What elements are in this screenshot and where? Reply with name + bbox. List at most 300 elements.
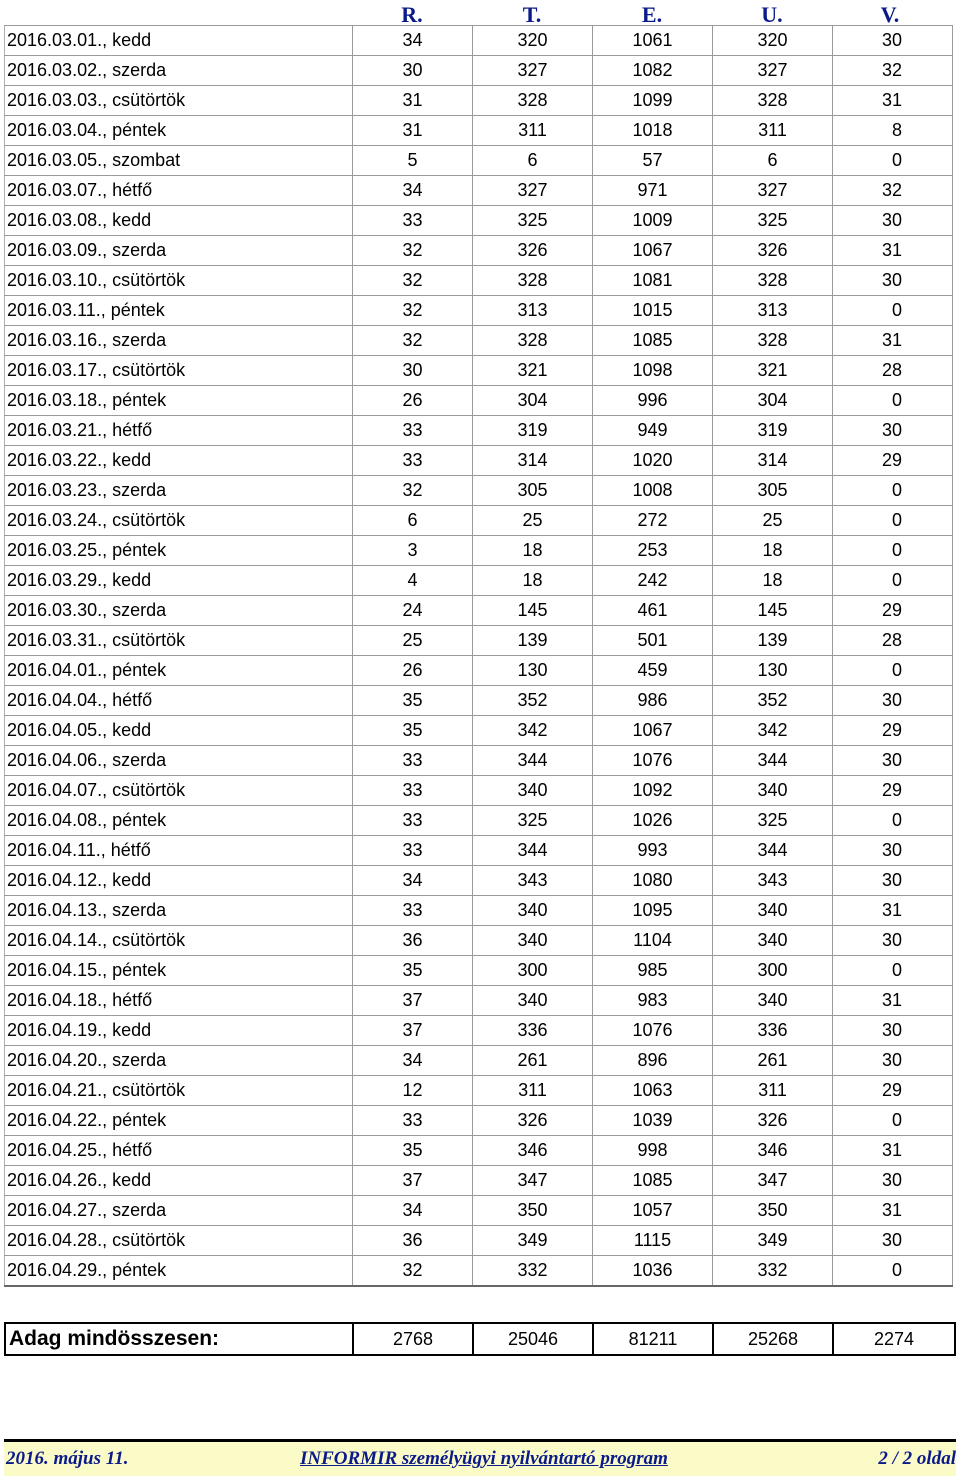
row-value-r: 33 [353,776,473,806]
row-value-r: 34 [353,26,473,56]
row-value-v: 29 [833,716,953,746]
row-value-r: 34 [353,866,473,896]
row-value-t: 261 [473,1046,593,1076]
row-date: 2016.04.27., szerda [5,1196,353,1226]
row-value-t: 25 [473,506,593,536]
row-value-r: 35 [353,1136,473,1166]
row-value-e: 1082 [593,56,713,86]
row-value-v: 0 [833,656,953,686]
row-date: 2016.03.09., szerda [5,236,353,266]
daily-data-table [4,25,953,1287]
total-e: 81211 [593,1323,713,1355]
row-value-t: 313 [473,296,593,326]
row-value-e: 1095 [593,896,713,926]
row-value-e: 985 [593,956,713,986]
table-row [5,896,953,926]
row-value-u: 350 [713,1196,833,1226]
row-value-e: 1063 [593,1076,713,1106]
row-date: 2016.03.17., csütörtök [5,356,353,386]
row-date: 2016.03.18., péntek [5,386,353,416]
row-value-r: 32 [353,326,473,356]
row-date: 2016.03.07., hétfő [5,176,353,206]
column-header-v: V. [880,2,900,27]
table-row [5,1076,953,1106]
row-value-t: 319 [473,416,593,446]
row-date: 2016.04.13., szerda [5,896,353,926]
row-value-u: 130 [713,656,833,686]
table-row [5,86,953,116]
row-value-t: 347 [473,1166,593,1196]
row-value-r: 35 [353,716,473,746]
row-value-e: 1057 [593,1196,713,1226]
row-value-t: 311 [473,116,593,146]
row-value-v: 29 [833,596,953,626]
table-row [5,386,953,416]
row-date: 2016.03.08., kedd [5,206,353,236]
table-row [5,26,953,56]
row-value-e: 1067 [593,716,713,746]
row-value-r: 6 [353,506,473,536]
row-value-r: 35 [353,956,473,986]
row-value-v: 0 [833,476,953,506]
row-value-t: 304 [473,386,593,416]
table-row [5,1106,953,1136]
table-row [5,206,953,236]
row-date: 2016.03.05., szombat [5,146,353,176]
column-header-bar [0,0,960,26]
row-date: 2016.03.30., szerda [5,596,353,626]
row-value-r: 33 [353,746,473,776]
row-value-r: 32 [353,236,473,266]
table-row [5,296,953,326]
table-row [5,536,953,566]
table-body [5,26,953,1287]
row-value-t: 130 [473,656,593,686]
row-value-v: 31 [833,326,953,356]
row-value-u: 340 [713,926,833,956]
row-date: 2016.03.11., péntek [5,296,353,326]
row-value-e: 1009 [593,206,713,236]
row-value-e: 1092 [593,776,713,806]
row-value-u: 311 [713,1076,833,1106]
row-value-u: 340 [713,776,833,806]
row-value-u: 340 [713,986,833,1016]
table-row [5,566,953,596]
row-value-e: 971 [593,176,713,206]
total-row [5,1323,955,1355]
row-value-e: 996 [593,386,713,416]
table-row [5,806,953,836]
row-value-e: 1076 [593,746,713,776]
row-value-t: 340 [473,896,593,926]
row-date: 2016.04.12., kedd [5,866,353,896]
row-value-e: 57 [593,146,713,176]
row-value-r: 33 [353,806,473,836]
table-row [5,446,953,476]
row-value-t: 346 [473,1136,593,1166]
row-value-t: 321 [473,356,593,386]
row-value-u: 320 [713,26,833,56]
table-row [5,326,953,356]
total-v: 2274 [833,1323,955,1355]
row-value-v: 30 [833,866,953,896]
row-value-t: 327 [473,176,593,206]
table-row [5,146,953,176]
row-date: 2016.03.04., péntek [5,116,353,146]
row-value-u: 347 [713,1166,833,1196]
row-value-e: 983 [593,986,713,1016]
row-value-r: 37 [353,1166,473,1196]
row-value-r: 31 [353,86,473,116]
row-value-e: 1036 [593,1256,713,1287]
row-value-t: 145 [473,596,593,626]
row-date: 2016.04.29., péntek [5,1256,353,1287]
row-value-u: 327 [713,56,833,86]
row-value-e: 1098 [593,356,713,386]
row-value-r: 26 [353,386,473,416]
table-row [5,176,953,206]
row-value-t: 343 [473,866,593,896]
row-value-t: 328 [473,86,593,116]
table-row [5,416,953,446]
row-date: 2016.03.10., csütörtök [5,266,353,296]
row-date: 2016.04.26., kedd [5,1166,353,1196]
row-value-u: 319 [713,416,833,446]
row-date: 2016.04.28., csütörtök [5,1226,353,1256]
row-value-u: 328 [713,266,833,296]
row-value-u: 6 [713,146,833,176]
row-value-v: 31 [833,896,953,926]
row-value-v: 31 [833,1136,953,1166]
row-date: 2016.03.16., szerda [5,326,353,356]
row-value-r: 12 [353,1076,473,1106]
row-date: 2016.03.22., kedd [5,446,353,476]
row-value-r: 36 [353,926,473,956]
table-row [5,506,953,536]
row-value-r: 4 [353,566,473,596]
row-value-r: 30 [353,356,473,386]
row-value-v: 32 [833,176,953,206]
row-value-t: 325 [473,806,593,836]
row-value-t: 320 [473,26,593,56]
row-date: 2016.04.14., csütörtök [5,926,353,956]
row-value-e: 501 [593,626,713,656]
row-value-u: 325 [713,806,833,836]
row-value-e: 1015 [593,296,713,326]
row-value-u: 328 [713,326,833,356]
row-value-v: 30 [833,746,953,776]
row-value-r: 37 [353,1016,473,1046]
row-value-r: 26 [353,656,473,686]
row-value-e: 1018 [593,116,713,146]
row-value-u: 344 [713,746,833,776]
row-value-t: 314 [473,446,593,476]
row-value-e: 1039 [593,1106,713,1136]
row-value-t: 18 [473,566,593,596]
row-value-v: 30 [833,926,953,956]
row-value-e: 1076 [593,1016,713,1046]
row-value-v: 30 [833,686,953,716]
row-date: 2016.04.18., hétfő [5,986,353,1016]
total-u: 25268 [713,1323,833,1355]
row-date: 2016.03.31., csütörtök [5,626,353,656]
row-value-t: 326 [473,236,593,266]
row-value-v: 30 [833,1016,953,1046]
row-value-v: 30 [833,206,953,236]
row-date: 2016.04.25., hétfő [5,1136,353,1166]
row-value-u: 326 [713,236,833,266]
table-row [5,356,953,386]
row-value-v: 0 [833,506,953,536]
row-value-e: 1104 [593,926,713,956]
table-row [5,596,953,626]
row-value-u: 300 [713,956,833,986]
row-value-t: 6 [473,146,593,176]
table-row [5,956,953,986]
row-value-v: 31 [833,236,953,266]
row-value-u: 344 [713,836,833,866]
row-date: 2016.04.11., hétfő [5,836,353,866]
row-value-t: 340 [473,986,593,1016]
row-value-e: 1020 [593,446,713,476]
row-value-v: 31 [833,86,953,116]
footer-page-number: 2 / 2 oldal [878,1448,956,1469]
table-row [5,1046,953,1076]
row-value-e: 949 [593,416,713,446]
column-header-u: U. [761,2,783,27]
row-value-r: 24 [353,596,473,626]
row-date: 2016.04.20., szerda [5,1046,353,1076]
row-value-r: 32 [353,296,473,326]
row-value-e: 1081 [593,266,713,296]
table-row [5,1256,953,1287]
total-r: 2768 [353,1323,473,1355]
row-value-u: 139 [713,626,833,656]
table-row [5,1226,953,1256]
row-value-r: 33 [353,1106,473,1136]
row-date: 2016.04.15., péntek [5,956,353,986]
row-value-r: 32 [353,266,473,296]
row-value-v: 29 [833,446,953,476]
row-value-u: 327 [713,176,833,206]
row-date: 2016.03.24., csütörtök [5,506,353,536]
column-header-r: R. [401,2,423,27]
row-value-u: 349 [713,1226,833,1256]
row-value-t: 340 [473,776,593,806]
row-value-e: 998 [593,1136,713,1166]
row-value-u: 336 [713,1016,833,1046]
row-value-t: 18 [473,536,593,566]
row-value-r: 3 [353,536,473,566]
row-date: 2016.04.08., péntek [5,806,353,836]
row-value-u: 313 [713,296,833,326]
row-value-e: 1026 [593,806,713,836]
table-row [5,1136,953,1166]
row-value-t: 139 [473,626,593,656]
table-row [5,866,953,896]
row-value-r: 30 [353,56,473,86]
row-value-u: 352 [713,686,833,716]
row-value-t: 328 [473,266,593,296]
table-row [5,476,953,506]
row-value-t: 311 [473,1076,593,1106]
row-value-v: 30 [833,836,953,866]
row-value-r: 33 [353,416,473,446]
table-row [5,656,953,686]
row-value-t: 300 [473,956,593,986]
row-value-e: 1085 [593,326,713,356]
total-t: 25046 [473,1323,593,1355]
row-value-t: 340 [473,926,593,956]
row-value-v: 28 [833,626,953,656]
table-row [5,716,953,746]
row-value-u: 321 [713,356,833,386]
row-value-v: 0 [833,386,953,416]
row-date: 2016.04.01., péntek [5,656,353,686]
footer-program-title: INFORMIR személyügyi nyilvántartó program [300,1448,668,1469]
row-date: 2016.04.06., szerda [5,746,353,776]
row-value-u: 314 [713,446,833,476]
row-value-e: 1067 [593,236,713,266]
row-value-u: 346 [713,1136,833,1166]
row-value-v: 0 [833,806,953,836]
row-value-t: 325 [473,206,593,236]
table-row [5,986,953,1016]
row-value-t: 327 [473,56,593,86]
row-date: 2016.03.21., hétfő [5,416,353,446]
row-value-e: 896 [593,1046,713,1076]
column-header-t: T. [522,2,542,27]
row-value-v: 29 [833,1076,953,1106]
row-date: 2016.04.07., csütörtök [5,776,353,806]
row-value-e: 1061 [593,26,713,56]
table-row [5,836,953,866]
row-value-u: 342 [713,716,833,746]
row-value-u: 326 [713,1106,833,1136]
table-row [5,746,953,776]
column-header-e: E. [641,2,663,27]
row-value-u: 332 [713,1256,833,1287]
row-value-u: 343 [713,866,833,896]
row-value-v: 32 [833,56,953,86]
row-date: 2016.04.05., kedd [5,716,353,746]
row-value-u: 18 [713,566,833,596]
row-value-v: 30 [833,416,953,446]
row-value-u: 18 [713,536,833,566]
row-value-e: 1099 [593,86,713,116]
table-row [5,1166,953,1196]
table-row [5,116,953,146]
row-value-r: 25 [353,626,473,656]
row-value-t: 344 [473,746,593,776]
total-table [4,1322,956,1356]
row-date: 2016.03.02., szerda [5,56,353,86]
row-value-v: 28 [833,356,953,386]
row-value-u: 311 [713,116,833,146]
row-value-v: 30 [833,1166,953,1196]
page-footer [4,1439,956,1476]
row-value-t: 328 [473,326,593,356]
row-value-r: 37 [353,986,473,1016]
row-value-v: 30 [833,1226,953,1256]
row-value-v: 0 [833,146,953,176]
row-value-r: 33 [353,446,473,476]
row-value-v: 31 [833,1196,953,1226]
table-row [5,236,953,266]
row-value-u: 304 [713,386,833,416]
table-row [5,626,953,656]
row-value-v: 0 [833,956,953,986]
row-value-v: 0 [833,296,953,326]
row-date: 2016.03.25., péntek [5,536,353,566]
table-row [5,56,953,86]
table-row [5,926,953,956]
row-value-t: 336 [473,1016,593,1046]
row-value-t: 342 [473,716,593,746]
row-value-r: 34 [353,1196,473,1226]
row-value-e: 459 [593,656,713,686]
row-value-r: 33 [353,836,473,866]
table-row [5,1196,953,1226]
row-value-v: 30 [833,26,953,56]
row-value-u: 145 [713,596,833,626]
row-value-r: 34 [353,176,473,206]
row-value-t: 350 [473,1196,593,1226]
row-date: 2016.03.29., kedd [5,566,353,596]
row-date: 2016.03.03., csütörtök [5,86,353,116]
row-value-u: 340 [713,896,833,926]
row-value-t: 305 [473,476,593,506]
table-row [5,1016,953,1046]
row-value-u: 325 [713,206,833,236]
row-value-e: 986 [593,686,713,716]
row-value-v: 31 [833,986,953,1016]
row-value-v: 30 [833,266,953,296]
row-value-v: 0 [833,1106,953,1136]
row-date: 2016.03.01., kedd [5,26,353,56]
row-value-r: 32 [353,476,473,506]
row-value-u: 305 [713,476,833,506]
row-value-e: 253 [593,536,713,566]
row-date: 2016.04.22., péntek [5,1106,353,1136]
row-date: 2016.04.21., csütörtök [5,1076,353,1106]
row-value-r: 32 [353,1256,473,1287]
row-value-v: 0 [833,566,953,596]
row-value-t: 352 [473,686,593,716]
row-value-u: 261 [713,1046,833,1076]
row-value-r: 31 [353,116,473,146]
row-value-e: 242 [593,566,713,596]
row-value-e: 1115 [593,1226,713,1256]
row-value-e: 1080 [593,866,713,896]
row-value-e: 993 [593,836,713,866]
row-value-v: 0 [833,1256,953,1287]
row-value-t: 349 [473,1226,593,1256]
row-value-r: 34 [353,1046,473,1076]
row-value-v: 0 [833,536,953,566]
table-row [5,686,953,716]
row-value-u: 25 [713,506,833,536]
row-value-v: 29 [833,776,953,806]
row-value-v: 30 [833,1046,953,1076]
row-value-v: 8 [833,116,953,146]
row-value-r: 33 [353,896,473,926]
row-value-r: 33 [353,206,473,236]
table-row [5,266,953,296]
row-value-e: 272 [593,506,713,536]
row-value-t: 332 [473,1256,593,1287]
row-value-u: 328 [713,86,833,116]
